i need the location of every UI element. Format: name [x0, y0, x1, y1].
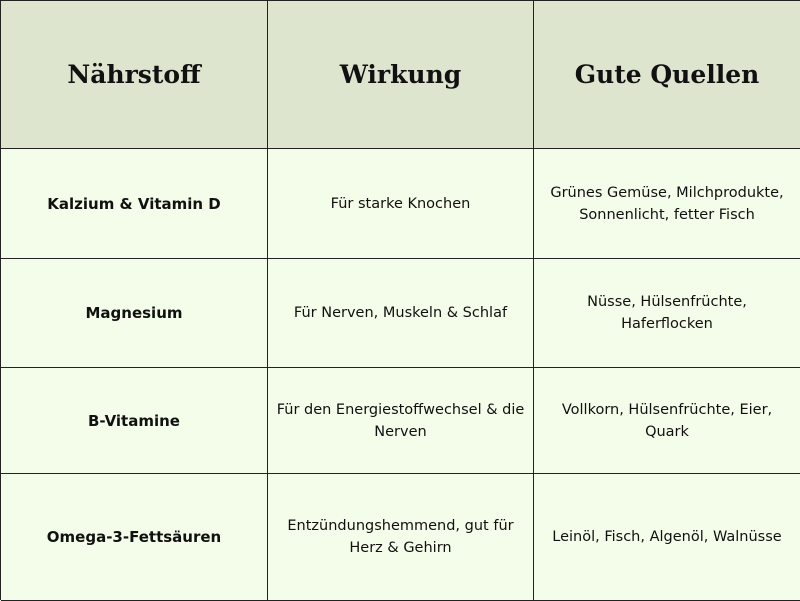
row-2-wirkung: Für Nerven, Muskeln & Schlaf — [268, 259, 534, 368]
row-1-wirkung: Für starke Knochen — [268, 149, 534, 259]
header-wirkung: Wirkung — [268, 1, 534, 149]
row-2-naehrstoff: Magnesium — [1, 259, 268, 368]
row-4-naehrstoff: Omega-3-Fettsäuren — [1, 474, 268, 601]
row-4-wirkung: Entzündungshemmend, gut für Herz & Gehirn — [268, 474, 534, 601]
row-3-wirkung: Für den Energiestoffwechsel & die Nerven — [268, 368, 534, 474]
header-gute-quellen: Gute Quellen — [534, 1, 800, 149]
row-1-quellen: Grünes Gemüse, Milchprodukte, Sonnenlicht, fetter Fisch — [534, 149, 800, 259]
row-1-naehrstoff: Kalzium & Vitamin D — [1, 149, 268, 259]
row-3-naehrstoff: B-Vitamine — [1, 368, 268, 474]
row-2-quellen: Nüsse, Hülsenfrüchte, Haferflocken — [534, 259, 800, 368]
header-naehrstoff: Nährstoff — [1, 1, 268, 149]
row-3-quellen: Vollkorn, Hülsenfrüchte, Eier, Quark — [534, 368, 800, 474]
row-4-quellen: Leinöl, Fisch, Algenöl, Walnüsse — [534, 474, 800, 601]
